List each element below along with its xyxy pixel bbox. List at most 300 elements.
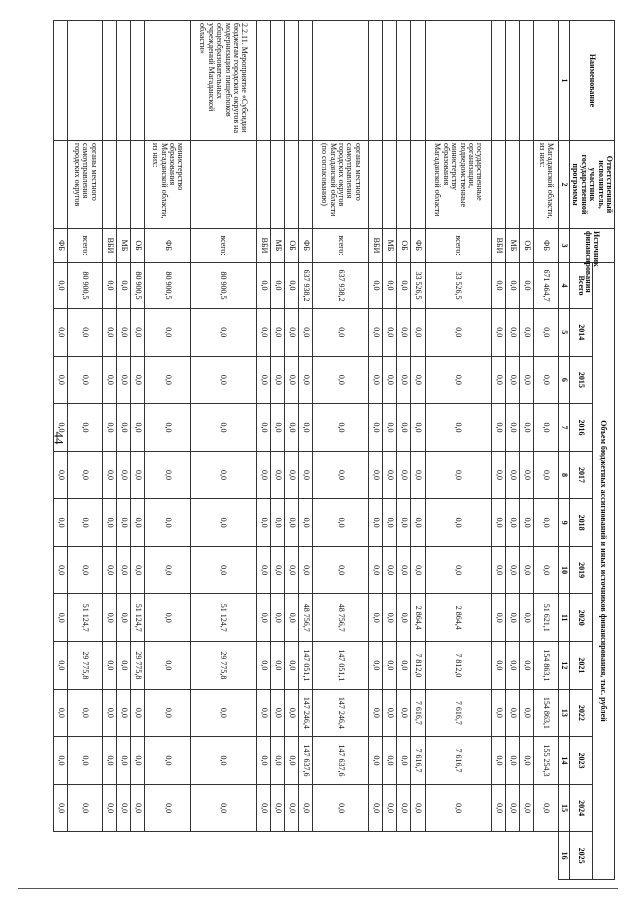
row-value-cell: 155 254,3 — [534, 737, 559, 785]
row-value-cell: 0,0 — [383, 263, 397, 309]
row-value-cell: 0,0 — [53, 594, 67, 642]
row-executor-cell: органы местного самоуправления городских округов — [68, 141, 103, 229]
row-value-cell: 0,0 — [285, 356, 299, 404]
header-year: 2019 — [570, 546, 592, 594]
row-value-cell: 0,0 — [190, 404, 256, 452]
row-value-cell: 0,0 — [53, 356, 67, 404]
row-value-cell: 0,0 — [285, 784, 299, 832]
header-source: Источник финансирования — [570, 229, 615, 263]
row-value-cell: 0,0 — [131, 546, 145, 594]
row-source-cell: ОБ — [285, 229, 299, 263]
table-row — [425, 21, 491, 880]
row-name-cell — [520, 21, 534, 141]
header-numbers-row — [558, 21, 569, 880]
row-value-cell: 0,0 — [313, 784, 369, 832]
table-row — [491, 21, 505, 880]
table-body — [53, 21, 558, 880]
table-row — [68, 21, 103, 880]
row-value-cell: 0,0 — [520, 356, 534, 404]
row-value-cell: 0,0 — [256, 546, 270, 594]
row-value-cell: 0,0 — [145, 784, 190, 832]
header-year: 2020 — [570, 594, 592, 642]
row-value-cell: 0,0 — [397, 309, 411, 357]
row-value-cell: 0,0 — [505, 737, 519, 785]
row-value-cell: 0,0 — [256, 737, 270, 785]
row-value-cell: 0,0 — [117, 689, 131, 737]
row-value-cell: 7 812,0 — [425, 642, 491, 690]
column-number: 9 — [558, 499, 569, 547]
table-row — [285, 21, 299, 880]
row-name-cell — [285, 21, 299, 141]
row-value-cell: 0,0 — [53, 309, 67, 357]
header-row-1 — [592, 21, 614, 880]
header-year: 2025 — [570, 832, 592, 880]
row-value-cell: 51 621,1 — [534, 594, 559, 642]
row-value-cell: 0,0 — [425, 356, 491, 404]
row-name-cell: 2.2.11. Мероприятие «Субсидии бюджетам городских округов на модернизацию пищеблоков общеобразовательных учреждений Магаданской области» — [190, 21, 256, 141]
row-value-cell: 0,0 — [397, 642, 411, 690]
header-year: 2018 — [570, 499, 592, 547]
row-value-cell: 0,0 — [369, 784, 383, 832]
row-value-cell: 0,0 — [397, 263, 411, 309]
row-value-cell: 0,0 — [299, 499, 313, 547]
row-value-cell: 0,0 — [285, 594, 299, 642]
row-name-cell — [369, 21, 383, 141]
row-value-cell: 0,0 — [369, 309, 383, 357]
row-value-cell: 0,0 — [397, 451, 411, 499]
row-name-cell — [534, 21, 559, 141]
row-value-cell: 0,0 — [369, 451, 383, 499]
row-value-cell: 0,0 — [285, 451, 299, 499]
row-executor-cell: Магаданской области, из них: — [534, 141, 559, 229]
row-executor-cell — [520, 141, 534, 229]
row-source-cell: МБ — [117, 229, 131, 263]
row-value-cell: 29 775,8 — [190, 642, 256, 690]
table-row — [53, 21, 67, 880]
row-value-cell: 0,0 — [491, 784, 505, 832]
row-value-cell: 0,0 — [102, 546, 116, 594]
row-source-cell: ФБ — [411, 229, 425, 263]
row-value-cell: 0,0 — [117, 784, 131, 832]
row-value-cell: 0,0 — [505, 642, 519, 690]
row-value-cell: 48 756,7 — [299, 594, 313, 642]
row-value-cell: 0,0 — [102, 737, 116, 785]
header-year: 2016 — [570, 404, 592, 452]
row-value-cell: 0,0 — [131, 451, 145, 499]
row-value-cell: 0,0 — [190, 546, 256, 594]
row-value-cell: 0,0 — [520, 689, 534, 737]
row-executor-cell — [117, 141, 131, 229]
row-value-cell: 0,0 — [117, 642, 131, 690]
table-container — [56, 20, 615, 880]
row-value-cell: 0,0 — [299, 451, 313, 499]
row-value-cell: 0,0 — [520, 309, 534, 357]
row-value-cell: 637 938,2 — [313, 263, 369, 309]
row-value-cell: 154 863,1 — [534, 642, 559, 690]
row-value-cell: 0,0 — [256, 356, 270, 404]
row-executor-cell — [102, 141, 116, 229]
row-value-cell: 0,0 — [270, 263, 284, 309]
row-value-cell: 147 246,4 — [313, 689, 369, 737]
row-value-cell: 0,0 — [411, 356, 425, 404]
row-value-cell: 0,0 — [383, 546, 397, 594]
row-value-cell: 0,0 — [117, 451, 131, 499]
row-value-cell: 0,0 — [53, 499, 67, 547]
row-name-cell — [256, 21, 270, 141]
row-value-cell: 0,0 — [505, 546, 519, 594]
row-value-cell: 29 775,8 — [68, 642, 103, 690]
row-name-cell — [117, 21, 131, 141]
row-executor-cell — [285, 141, 299, 229]
row-executor-cell: министерство образования Магаданской области, из них: — [145, 141, 190, 229]
row-value-cell: 0,0 — [534, 499, 559, 547]
row-source-cell: МБ — [505, 229, 519, 263]
header-year: 2015 — [570, 356, 592, 404]
row-value-cell: 0,0 — [411, 451, 425, 499]
row-value-cell: 147 051,1 — [299, 642, 313, 690]
row-source-cell: МБ — [270, 229, 284, 263]
row-source-cell: всего: — [425, 229, 491, 263]
financing-table — [53, 20, 615, 880]
header-name: Наименование — [570, 21, 615, 141]
row-value-cell: 0,0 — [369, 404, 383, 452]
row-value-cell: 0,0 — [145, 309, 190, 357]
row-value-cell: 2 864,4 — [411, 594, 425, 642]
row-value-cell: 0,0 — [256, 499, 270, 547]
row-value-cell: 33 526,5 — [425, 263, 491, 309]
row-value-cell: 0,0 — [270, 546, 284, 594]
row-value-cell: 0,0 — [383, 309, 397, 357]
row-value-cell: 0,0 — [117, 737, 131, 785]
row-value-cell: 0,0 — [131, 309, 145, 357]
row-source-cell: ВБИ — [102, 229, 116, 263]
row-value-cell: 0,0 — [256, 784, 270, 832]
row-value-cell: 0,0 — [145, 404, 190, 452]
header-year: 2021 — [570, 642, 592, 690]
row-value-cell: 0,0 — [270, 689, 284, 737]
row-value-cell: 0,0 — [270, 642, 284, 690]
column-number: 11 — [558, 594, 569, 642]
row-value-cell: 0,0 — [369, 499, 383, 547]
row-value-cell: 0,0 — [505, 404, 519, 452]
row-value-cell: 33 526,5 — [411, 263, 425, 309]
row-value-cell: 0,0 — [53, 263, 67, 309]
row-value-cell: 0,0 — [117, 546, 131, 594]
row-value-cell: 0,0 — [145, 451, 190, 499]
row-value-cell: 0,0 — [505, 309, 519, 357]
row-value-cell: 0,0 — [411, 404, 425, 452]
row-value-cell: 0,0 — [285, 689, 299, 737]
row-executor-cell — [505, 141, 519, 229]
row-value-cell: 0,0 — [53, 404, 67, 452]
row-value-cell: 0,0 — [190, 784, 256, 832]
row-value-cell: 0,0 — [117, 594, 131, 642]
row-name-cell — [383, 21, 397, 141]
row-value-cell: 0,0 — [285, 737, 299, 785]
row-value-cell: 0,0 — [369, 356, 383, 404]
row-value-cell: 0,0 — [491, 356, 505, 404]
header-total: Всего — [570, 263, 592, 309]
column-number: 2 — [558, 141, 569, 229]
row-value-cell: 0,0 — [190, 356, 256, 404]
row-value-cell: 0,0 — [299, 309, 313, 357]
row-value-cell: 147 246,4 — [299, 689, 313, 737]
row-source-cell: всего: — [313, 229, 369, 263]
row-value-cell: 0,0 — [383, 356, 397, 404]
column-number: 1 — [558, 21, 569, 141]
table-row — [313, 21, 369, 880]
row-value-cell: 0,0 — [53, 737, 67, 785]
row-name-cell — [131, 21, 145, 141]
row-value-cell: 0,0 — [53, 689, 67, 737]
row-value-cell: 0,0 — [313, 309, 369, 357]
row-name-cell — [505, 21, 519, 141]
row-value-cell: 0,0 — [68, 404, 103, 452]
row-value-cell: 0,0 — [383, 594, 397, 642]
row-value-cell: 0,0 — [491, 689, 505, 737]
row-value-cell: 0,0 — [520, 642, 534, 690]
row-value-cell: 0,0 — [397, 546, 411, 594]
row-value-cell: 0,0 — [520, 737, 534, 785]
row-executor-cell — [411, 141, 425, 229]
row-value-cell: 0,0 — [505, 689, 519, 737]
table-row — [190, 21, 256, 880]
row-value-cell: 0,0 — [299, 546, 313, 594]
row-value-cell: 0,0 — [131, 356, 145, 404]
table-row — [145, 21, 190, 880]
row-value-cell: 0,0 — [102, 404, 116, 452]
row-value-cell: 0,0 — [397, 594, 411, 642]
row-executor-cell — [491, 141, 505, 229]
table-row — [256, 21, 270, 880]
row-executor-cell — [369, 141, 383, 229]
table-row — [505, 21, 519, 880]
row-value-cell: 0,0 — [285, 309, 299, 357]
row-value-cell: 0,0 — [505, 499, 519, 547]
row-source-cell: всего: — [190, 229, 256, 263]
row-value-cell: 0,0 — [68, 451, 103, 499]
row-value-cell: 0,0 — [425, 404, 491, 452]
row-name-cell — [145, 21, 190, 141]
row-value-cell: 0,0 — [397, 784, 411, 832]
row-value-cell: 0,0 — [270, 451, 284, 499]
row-name-cell — [270, 21, 284, 141]
row-executor-cell — [190, 141, 256, 229]
row-source-cell: всего: — [68, 229, 103, 263]
row-value-cell: 0,0 — [313, 404, 369, 452]
row-value-cell: 0,0 — [411, 546, 425, 594]
row-value-cell: 0,0 — [313, 451, 369, 499]
row-value-cell: 0,0 — [131, 784, 145, 832]
row-name-cell — [53, 21, 67, 141]
row-value-cell: 0,0 — [68, 356, 103, 404]
row-value-cell: 0,0 — [491, 546, 505, 594]
row-value-cell: 0,0 — [383, 784, 397, 832]
row-value-cell: 0,0 — [411, 784, 425, 832]
row-value-cell: 80 900,5 — [131, 263, 145, 309]
row-executor-cell: органы местного самоуправления городских округов Магаданской области (по согласованию) — [313, 141, 369, 229]
row-source-cell: ВБИ — [256, 229, 270, 263]
header-year: 2017 — [570, 451, 592, 499]
row-value-cell: 0,0 — [383, 642, 397, 690]
row-value-cell: 0,0 — [145, 642, 190, 690]
row-value-cell: 0,0 — [491, 594, 505, 642]
row-value-cell: 0,0 — [256, 404, 270, 452]
column-number: 10 — [558, 546, 569, 594]
row-value-cell: 0,0 — [299, 784, 313, 832]
row-value-cell: 0,0 — [491, 404, 505, 452]
row-value-cell: 0,0 — [520, 404, 534, 452]
row-value-cell: 0,0 — [270, 784, 284, 832]
row-value-cell: 0,0 — [68, 689, 103, 737]
row-value-cell: 0,0 — [369, 594, 383, 642]
row-value-cell: 0,0 — [520, 784, 534, 832]
row-value-cell: 0,0 — [369, 642, 383, 690]
row-source-cell: ВБИ — [369, 229, 383, 263]
column-number: 13 — [558, 689, 569, 737]
row-value-cell: 0,0 — [313, 499, 369, 547]
row-value-cell: 0,0 — [397, 737, 411, 785]
row-value-cell: 147 637,6 — [313, 737, 369, 785]
row-value-cell: 0,0 — [383, 689, 397, 737]
row-value-cell: 0,0 — [102, 784, 116, 832]
row-source-cell: ОБ — [520, 229, 534, 263]
row-value-cell: 154 863,1 — [534, 689, 559, 737]
row-value-cell: 0,0 — [491, 309, 505, 357]
row-executor-cell — [270, 141, 284, 229]
row-value-cell: 7 616,7 — [411, 689, 425, 737]
row-value-cell: 7 616,7 — [425, 689, 491, 737]
row-value-cell: 0,0 — [53, 784, 67, 832]
row-value-cell: 0,0 — [491, 499, 505, 547]
table-row — [520, 21, 534, 880]
table-row — [369, 21, 383, 880]
row-source-cell: МБ — [383, 229, 397, 263]
row-value-cell: 0,0 — [270, 499, 284, 547]
row-value-cell: 0,0 — [53, 451, 67, 499]
row-value-cell: 0,0 — [397, 689, 411, 737]
row-value-cell: 0,0 — [505, 356, 519, 404]
row-value-cell: 0,0 — [313, 356, 369, 404]
row-source-cell: ОБ — [131, 229, 145, 263]
row-value-cell: 0,0 — [505, 451, 519, 499]
row-value-cell: 0,0 — [102, 263, 116, 309]
row-executor-cell — [397, 141, 411, 229]
row-value-cell: 51 124,7 — [68, 594, 103, 642]
row-value-cell: 0,0 — [117, 356, 131, 404]
row-value-cell: 0,0 — [53, 546, 67, 594]
column-number: 6 — [558, 356, 569, 404]
row-value-cell: 0,0 — [256, 642, 270, 690]
row-value-cell: 80 900,5 — [68, 263, 103, 309]
row-value-cell: 0,0 — [190, 689, 256, 737]
row-value-cell: 0,0 — [425, 451, 491, 499]
row-source-cell: ФБ — [53, 229, 67, 263]
row-value-cell: 0,0 — [285, 499, 299, 547]
row-value-cell: 0,0 — [190, 499, 256, 547]
row-value-cell: 0,0 — [397, 404, 411, 452]
footer-rule — [18, 888, 618, 889]
row-value-cell: 0,0 — [145, 546, 190, 594]
row-executor-cell — [299, 141, 313, 229]
row-value-cell: 0,0 — [534, 546, 559, 594]
row-value-cell: 0,0 — [117, 499, 131, 547]
row-value-cell: 0,0 — [145, 737, 190, 785]
header-executor: Ответственный исполнитель, участник государственной программы — [570, 141, 615, 229]
row-value-cell: 0,0 — [505, 594, 519, 642]
row-value-cell: 0,0 — [285, 263, 299, 309]
row-value-cell: 0,0 — [491, 737, 505, 785]
row-value-cell: 0,0 — [285, 546, 299, 594]
row-value-cell: 0,0 — [505, 784, 519, 832]
row-value-cell: 637 938,2 — [299, 263, 313, 309]
row-value-cell: 0,0 — [285, 404, 299, 452]
row-value-cell: 0,0 — [534, 356, 559, 404]
row-value-cell: 0,0 — [145, 499, 190, 547]
column-number: 3 — [558, 229, 569, 263]
column-number: 14 — [558, 737, 569, 785]
table-row — [383, 21, 397, 880]
row-value-cell: 0,0 — [383, 404, 397, 452]
row-value-cell: 0,0 — [369, 689, 383, 737]
row-name-cell — [411, 21, 425, 141]
row-value-cell: 0,0 — [256, 594, 270, 642]
row-value-cell: 0,0 — [145, 356, 190, 404]
row-name-cell — [425, 21, 491, 141]
column-number: 5 — [558, 309, 569, 357]
row-value-cell: 0,0 — [425, 499, 491, 547]
row-name-cell — [102, 21, 116, 141]
row-value-cell: 48 756,7 — [313, 594, 369, 642]
row-value-cell: 0,0 — [397, 356, 411, 404]
row-value-cell: 0,0 — [491, 642, 505, 690]
row-value-cell: 0,0 — [102, 356, 116, 404]
row-value-cell: 671 464,7 — [534, 263, 559, 309]
row-value-cell: 0,0 — [102, 499, 116, 547]
table-row — [102, 21, 116, 880]
row-value-cell: 2 864,4 — [425, 594, 491, 642]
row-value-cell: 51 124,7 — [131, 594, 145, 642]
row-value-cell: 0,0 — [102, 689, 116, 737]
row-value-cell: 0,0 — [520, 451, 534, 499]
row-value-cell: 0,0 — [369, 737, 383, 785]
header-year: 2022 — [570, 689, 592, 737]
row-value-cell: 0,0 — [383, 499, 397, 547]
table-row — [131, 21, 145, 880]
row-source-cell: ФБ — [299, 229, 313, 263]
rotated-table-frame — [56, 20, 615, 880]
row-name-cell — [68, 21, 103, 141]
row-value-cell: 0,0 — [425, 309, 491, 357]
row-value-cell: 0,0 — [117, 404, 131, 452]
row-value-cell: 0,0 — [190, 737, 256, 785]
row-executor-cell — [131, 141, 145, 229]
row-value-cell: 0,0 — [131, 689, 145, 737]
row-value-cell: 0,0 — [534, 784, 559, 832]
row-value-cell: 0,0 — [491, 263, 505, 309]
row-value-cell: 0,0 — [68, 737, 103, 785]
column-number: 16 — [558, 832, 569, 880]
row-value-cell: 0,0 — [534, 451, 559, 499]
row-value-cell: 0,0 — [102, 451, 116, 499]
row-value-cell: 0,0 — [505, 263, 519, 309]
row-value-cell: 0,0 — [369, 263, 383, 309]
row-name-cell — [313, 21, 369, 141]
header-year: 2024 — [570, 784, 592, 832]
row-value-cell: 0,0 — [299, 356, 313, 404]
column-number: 15 — [558, 784, 569, 832]
column-number: 4 — [558, 263, 569, 309]
